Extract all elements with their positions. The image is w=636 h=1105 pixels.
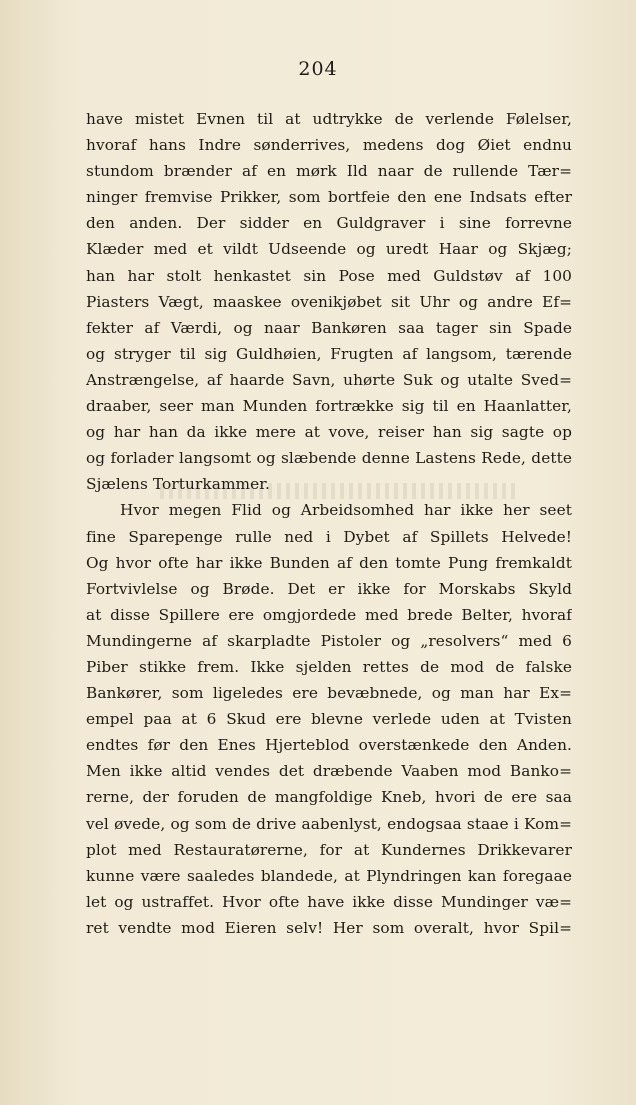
text-line: Sjælens Torturkammer. — [86, 475, 271, 494]
paragraph-start-line: Hvor megen Flid og Arbeidsomhed har ikke her seet — [120, 501, 572, 520]
text-line: vel øvede, og som de drive aabenlyst, endogsaa staae i Kom= — [86, 814, 572, 833]
text-line: ninger fremvise Prikker, som bortfeie den ene Indsats efter — [86, 188, 572, 207]
text-line: fekter af Værdi, og naar Bankøren saa tager sin Spade — [86, 318, 572, 337]
text-line: Og hvor ofte har ikke Bunden af den tomte Pung fremkaldt — [86, 553, 572, 572]
text-line: ret vendte mod Eieren selv! Her som overalt, hvor Spil= — [86, 918, 572, 937]
text-line: rerne, der foruden de mangfoldige Kneb, hvori de ere saa — [86, 788, 572, 807]
text-line: endtes før den Enes Hjerteblod overstænkede den Anden. — [86, 736, 572, 755]
text-line: Klæder med et vildt Udseende og uredt Haar og Skjæg; — [86, 240, 572, 259]
text-line: plot med Restauratørerne, for at Kundernes Drikkevarer — [86, 840, 572, 859]
text-line: hvoraf hans Indre sønderrives, medens dog Øiet endnu — [86, 136, 572, 155]
text-line: og forlader langsomt og slæbende denne Lastens Rede, dette — [86, 449, 572, 468]
text-line: let og ustraffet. Hvor ofte have ikke disse Mundinger væ= — [86, 892, 572, 911]
text-line: og har han da ikke mere at vove, reiser han sig sagte op — [86, 423, 572, 442]
text-line: Men ikke altid vendes det dræbende Vaaben mod Banko= — [86, 762, 572, 781]
text-line: den anden. Der sidder en Guldgraver i sine forrevne — [86, 214, 572, 233]
text-line: have mistet Evnen til at udtrykke de verlende Følelser, — [86, 110, 572, 128]
text-line: Mundingerne af skarpladte Pistoler og „resolvers“ med 6 — [86, 631, 572, 650]
text-line: draaber, seer man Munden fortrække sig til en Haanlatter, — [86, 397, 572, 416]
body-text — [86, 106, 572, 941]
page-number: 204 — [298, 58, 338, 80]
text-line: stundom brænder af en mørk Ild naar de rullende Tær= — [86, 162, 572, 181]
text-line: Bankører, som ligeledes ere bevæbnede, og man har Ex= — [86, 684, 572, 703]
text-line: og stryger til sig Guldhøien, Frugten af langsom, tærende — [86, 344, 572, 363]
text-line: Anstrængelse, af haarde Savn, uhørte Suk og utalte Sved= — [86, 370, 572, 389]
text-line: at disse Spillere ere omgjordede med brede Belter, hvoraf — [86, 605, 572, 624]
text-line: empel paa at 6 Skud ere blevne verlede uden at Tvisten — [86, 710, 572, 729]
text-line: han har stolt henkastet sin Pose med Guldstøv af 100 — [86, 266, 572, 285]
text-line: fine Sparepenge rulle ned i Dybet af Spillets Helvede! — [86, 527, 572, 546]
text-line: kunne være saaledes blandede, at Plyndringen kan foregaae — [86, 866, 572, 885]
text-line: Piber stikke frem. Ikke sjelden rettes de mod de falske — [86, 657, 572, 676]
text-line: Piasters Vægt, maaskee ovenikjøbet sit Uhr og andre Ef= — [86, 292, 572, 311]
text-line: Fortvivlelse og Brøde. Det er ikke for Morskabs Skyld — [86, 579, 572, 598]
